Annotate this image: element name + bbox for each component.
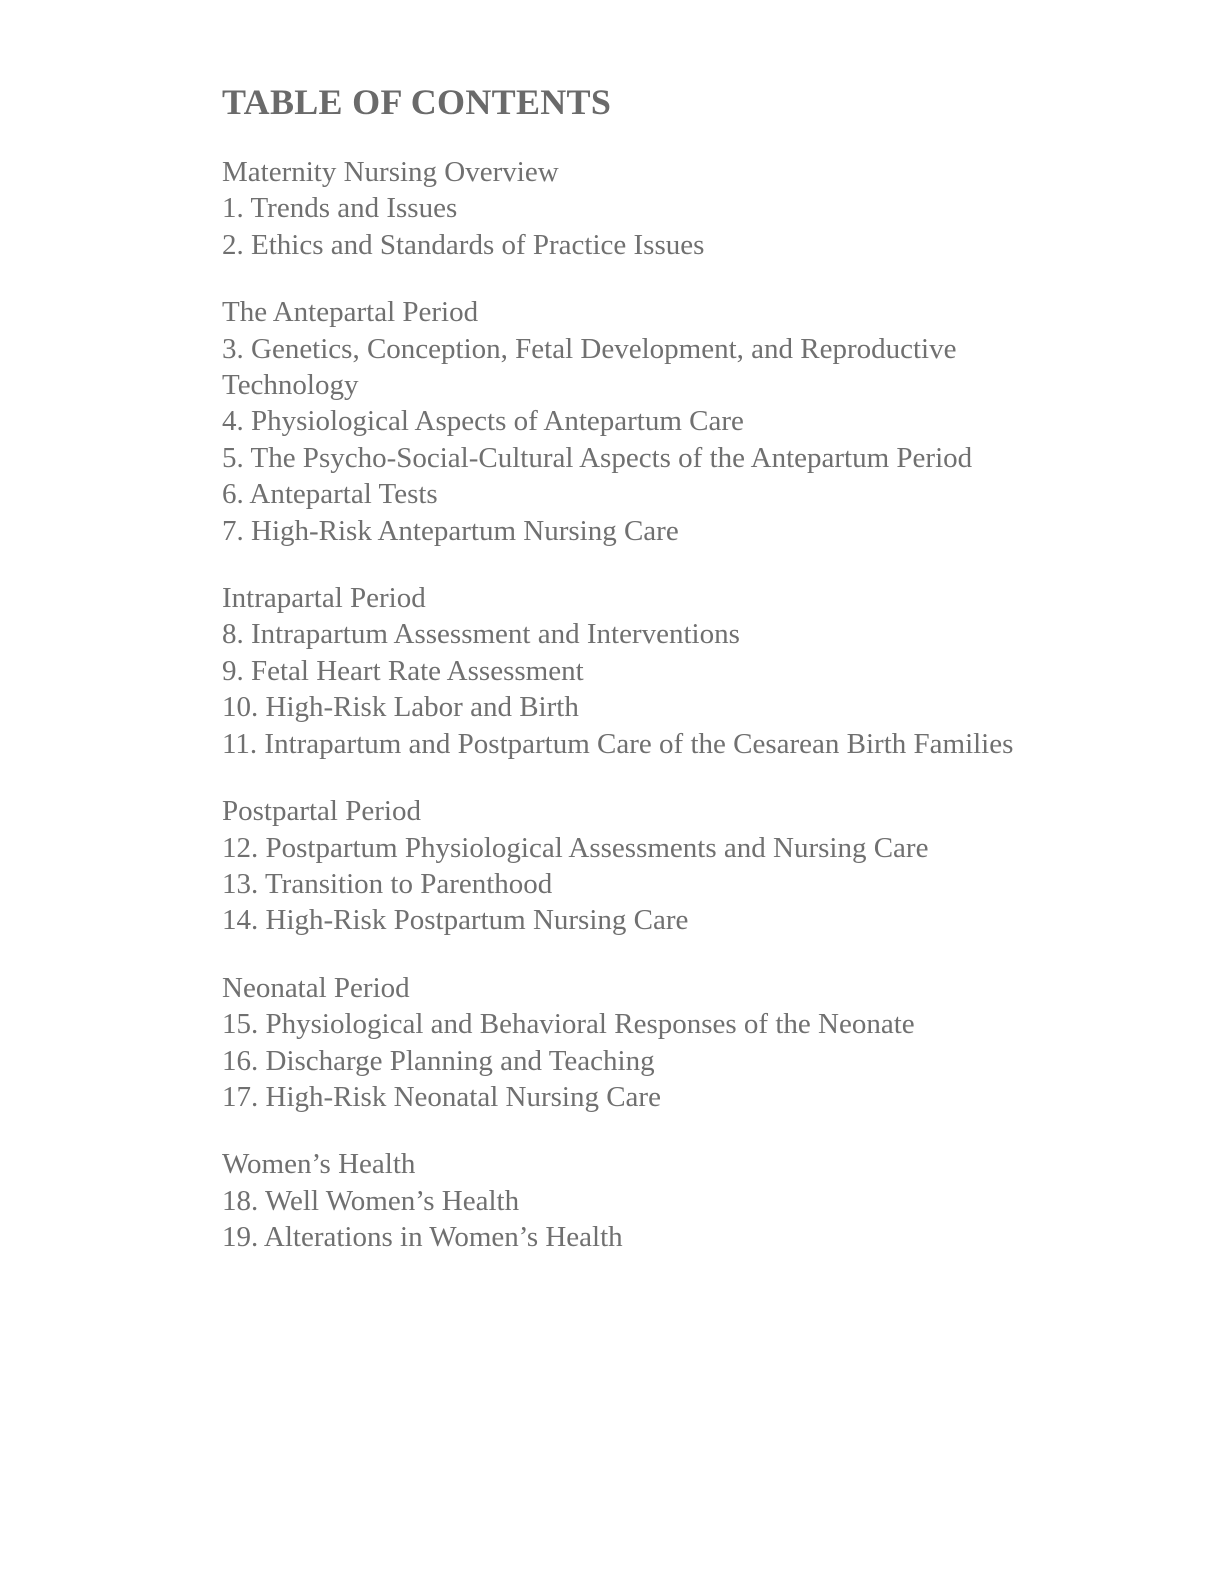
toc-entry: 2. Ethics and Standards of Practice Issues xyxy=(222,228,705,261)
toc-entry: 13. Transition to Parenthood xyxy=(222,867,553,900)
toc-entry: 4. Physiological Aspects of Antepartum Care xyxy=(222,405,744,438)
toc-entry: 1. Trends and Issues xyxy=(222,192,458,225)
section-heading: Maternity Nursing Overview xyxy=(222,156,559,188)
toc-entry: 10. High-Risk Labor and Birth xyxy=(222,691,579,724)
toc-entry: 14. High-Risk Postpartum Nursing Care xyxy=(222,904,689,937)
toc-entry: 19. Alterations in Women’s Health xyxy=(222,1221,623,1254)
section-heading: Women’s Health xyxy=(222,1148,416,1181)
toc-section-antepartal xyxy=(222,294,1122,549)
toc-section-neonatal xyxy=(222,970,1122,1116)
toc-entry: 3. Genetics, Conception, Fetal Development, and Reproductive Technology xyxy=(222,332,957,402)
toc-section-intrapartal xyxy=(222,580,1122,762)
toc-entry: 15. Physiological and Behavioral Responses of the Neonate xyxy=(222,1008,915,1041)
toc-entry: 11. Intrapartum and Postpartum Care of the Cesarean Birth Families xyxy=(222,727,1014,760)
toc-entry: 9. Fetal Heart Rate Assessment xyxy=(222,654,584,687)
toc-entry: 17. High-Risk Neonatal Nursing Care xyxy=(222,1080,661,1113)
toc-section-womens-health xyxy=(222,1146,1122,1255)
toc-entry: 12. Postpartum Physiological Assessments and Nursing Care xyxy=(222,831,929,864)
section-heading: Postpartal Period xyxy=(222,795,421,828)
toc-entry: 7. High-Risk Antepartum Nursing Care xyxy=(222,514,679,547)
toc-entry: 16. Discharge Planning and Teaching xyxy=(222,1044,655,1077)
section-heading: Intrapartal Period xyxy=(222,582,426,615)
section-heading: The Antepartal Period xyxy=(222,296,479,329)
page-title: TABLE OF CONTENTS xyxy=(222,82,612,122)
toc-entry: 6. Antepartal Tests xyxy=(222,478,438,511)
toc-entry: 8. Intrapartum Assessment and Interventions xyxy=(222,618,740,651)
toc-entry: 18. Well Women’s Health xyxy=(222,1184,520,1217)
toc-entry: 5. The Psycho-Social-Cultural Aspects of the Antepartum Period xyxy=(222,441,973,474)
toc-section-postpartal xyxy=(222,793,1122,939)
toc-section-maternity-overview xyxy=(222,154,1122,263)
toc-content xyxy=(222,80,1122,1287)
section-heading: Neonatal Period xyxy=(222,971,410,1004)
